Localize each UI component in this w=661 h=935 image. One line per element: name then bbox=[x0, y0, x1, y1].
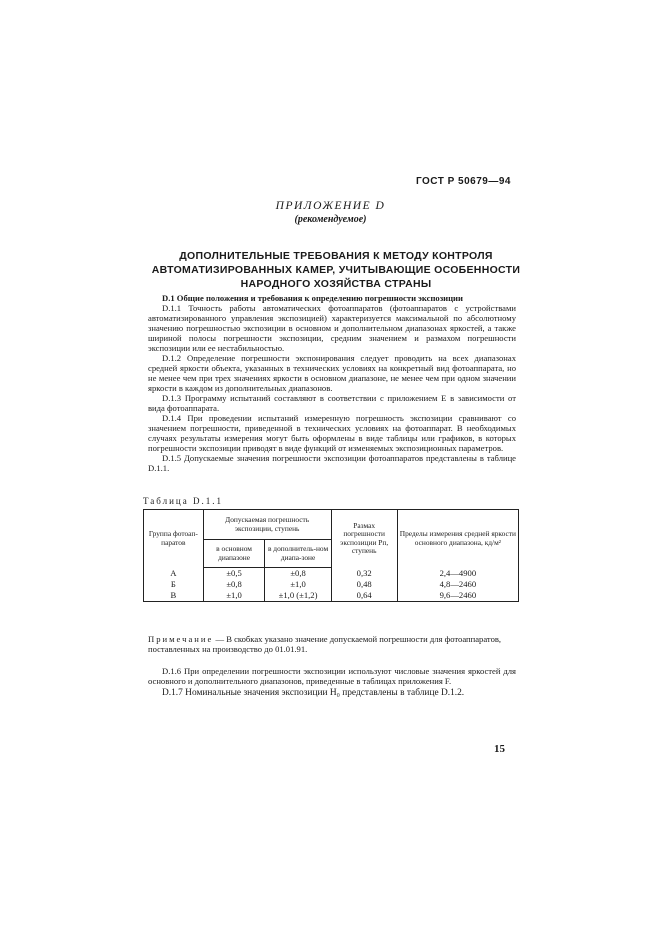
appendix-subtitle: (рекомендуемое) bbox=[294, 214, 367, 225]
paragraph-d-1-6: D.1.6 При определении погрешности экспозиции используют числовые значения яркостей для основного и дополнительного диапазонов, приведенные в таблицах приложения F. bbox=[148, 666, 516, 686]
paragraph-d-1-4: D.1.4 При проведении испытаний измеренную погрешность экспозиции сравнивают со значением погрешности, приведенной в технических условиях на фотоаппарат. В необходимых случаях результаты измерения могут быть оформлены в виде таблицы или графиков, в которых погрешности экспозиции приводят в виде функций от изменяемых экспозиционных параметров. bbox=[148, 413, 516, 453]
header-tolerance: Допускаемая погрешность экспозиции, ступень bbox=[203, 510, 331, 540]
cell-main: ±0,5 bbox=[203, 568, 265, 580]
cell-range: 0,64 bbox=[331, 590, 397, 602]
main-title-line-2: АВТОМАТИЗИРОВАННЫХ КАМЕР, УЧИТЫВАЮЩИЕ ОСОБЕННОСТИ bbox=[151, 264, 521, 276]
paragraph-d-1-1: D.1.1 Точность работы автоматических фотоаппаратов (фотоаппаратов с устройствами автоматизированного управления экспозицией) характеризуется максимальной по абсолютному значению погрешностью экспозиции в основном и дополнительном диапазонах яркостей, а также шириной полосы погрешности экспозиции, средним значением и размахом погрешности экспозиции или ее нестабильностью. bbox=[148, 303, 516, 353]
body-text-continued bbox=[148, 666, 516, 698]
cell-group: Б bbox=[144, 579, 204, 590]
table-caption: Таблица D.1.1 bbox=[143, 496, 223, 506]
paragraph-d-1-7: D.1.7 Номинальные значения экспозиции H₀ представлены в таблице D.1.2. bbox=[162, 688, 465, 698]
cell-extra: ±1,0 bbox=[265, 579, 331, 590]
main-title-line-1: ДОПОЛНИТЕЛЬНЫЕ ТРЕБОВАНИЯ К МЕТОДУ КОНТРОЛЯ bbox=[179, 250, 493, 262]
header-limits: Пределы измерения средней яркости основного диапазона, кд/м² bbox=[397, 510, 518, 568]
paragraph-d-1-5: D.1.5 Допускаемые значения погрешности экспозиции фотоаппаратов представлены в таблице D.1.1. bbox=[148, 453, 516, 473]
cell-group: В bbox=[144, 590, 204, 602]
table-row bbox=[144, 568, 519, 580]
table-row bbox=[144, 579, 519, 590]
section-heading: D.1 Общие положения и требования к определению погрешности экспозиции bbox=[162, 293, 463, 303]
note-label: Примечание bbox=[148, 634, 214, 644]
header-group: Группа фотоап-паратов bbox=[144, 510, 204, 568]
cell-limits: 2,4—4900 bbox=[397, 568, 518, 580]
tolerance-table bbox=[143, 509, 519, 602]
body-text bbox=[148, 293, 516, 473]
cell-limits: 9,6—2460 bbox=[397, 590, 518, 602]
cell-extra: ±1,0 (±1,2) bbox=[265, 590, 331, 602]
cell-range: 0,48 bbox=[331, 579, 397, 590]
cell-main: ±1,0 bbox=[203, 590, 265, 602]
paragraph-d-1-3: D.1.3 Программу испытаний составляют в соответствии с приложением E в зависимости от вида фотоаппарата. bbox=[148, 393, 516, 413]
cell-extra: ±0,8 bbox=[265, 568, 331, 580]
table-row bbox=[144, 590, 519, 602]
header-extra-range: в дополнитель-ном диапа-зоне bbox=[265, 540, 331, 568]
header-main-range: в основном диапазоне bbox=[203, 540, 265, 568]
header-range: Размах погрешности экспозиции Pп, ступень bbox=[331, 510, 397, 568]
cell-main: ±0,8 bbox=[203, 579, 265, 590]
paragraph-d-1-2: D.1.2 Определение погрешности экспонирования следует проводить на всех диапазонах средней яркости объекта, указанных в технических условиях на конкретный вид фотоаппарата, но не менее чем при трех значениях яркости в основном диапазоне, не менее чем при одном значении яркости в каждом из дополнительных диапазонов. bbox=[148, 353, 516, 393]
appendix-title: ПРИЛОЖЕНИЕ D bbox=[275, 200, 386, 212]
standard-number: ГОСТ Р 50679—94 bbox=[415, 176, 511, 187]
page-number: 15 bbox=[494, 743, 505, 755]
cell-limits: 4,8—2460 bbox=[397, 579, 518, 590]
cell-group: A bbox=[144, 568, 204, 580]
table-note bbox=[148, 634, 518, 654]
note-text: — В скобках указано значение допускаемой погрешности для фотоаппаратов, поставленных на производство до 01.01.91. bbox=[148, 634, 502, 654]
main-title bbox=[150, 249, 522, 291]
cell-range: 0,32 bbox=[331, 568, 397, 580]
main-title-line-3: НАРОДНОГО ХОЗЯЙСТВА СТРАНЫ bbox=[240, 278, 432, 290]
